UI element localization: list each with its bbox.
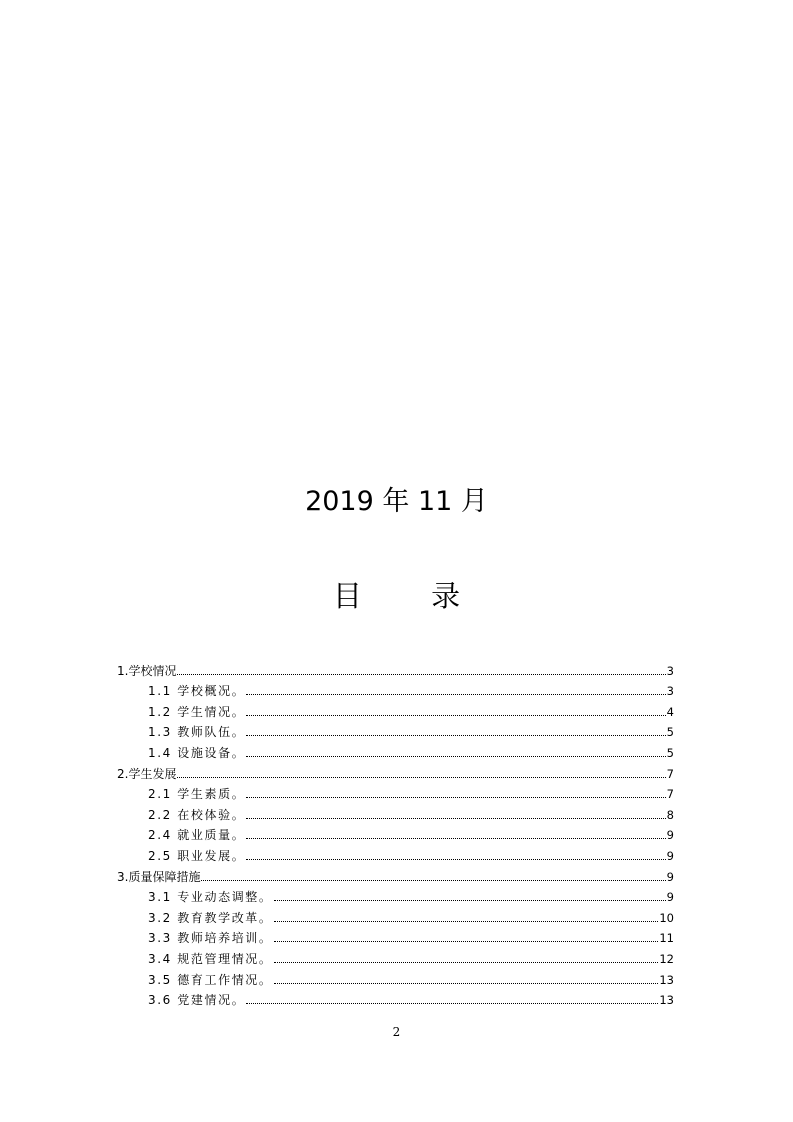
toc-entry[interactable] (117, 988, 674, 1009)
toc-entry[interactable] (117, 967, 674, 988)
toc-dot-leader (201, 879, 665, 881)
toc-dot-leader (246, 817, 665, 819)
toc-entry-page: 10 (659, 910, 674, 925)
toc-entry[interactable] (117, 843, 674, 864)
toc-entry[interactable] (117, 658, 674, 679)
toc-entry[interactable] (117, 699, 674, 720)
toc-entry-label: 3.1 专业动态调整。 (148, 890, 273, 905)
toc-dot-leader (246, 714, 665, 716)
toc-entry-label: 3.质量保障措施 (117, 869, 201, 884)
toc-entry[interactable] (117, 679, 674, 700)
toc-dot-leader (246, 755, 665, 757)
toc-entry-page: 5 (666, 725, 674, 740)
toc-dot-leader (246, 858, 665, 860)
toc-entry-label: 1.2 学生情况。 (148, 704, 246, 719)
toc-entry-label: 1.1 学校概况。 (148, 684, 246, 699)
toc-entry-page: 3 (666, 684, 674, 699)
toc-entry[interactable] (117, 761, 674, 782)
toc-entry-label: 3.5 德育工作情况。 (148, 972, 273, 987)
toc-dot-leader (246, 734, 665, 736)
toc-heading: 目 录 (332, 579, 491, 613)
toc-entry-page: 9 (666, 869, 674, 884)
toc-entry[interactable] (117, 782, 674, 803)
toc-entry-label: 3.6 党建情况。 (148, 993, 246, 1008)
toc-entry-label: 3.4 规范管理情况。 (148, 951, 273, 966)
toc-dot-leader (177, 776, 665, 778)
toc-dot-leader (274, 899, 666, 901)
toc-dot-leader (246, 796, 665, 798)
toc-entry-page: 12 (659, 951, 674, 966)
toc-dot-leader (274, 982, 659, 984)
toc-entry-page: 9 (666, 848, 674, 863)
toc-entry-page: 9 (666, 828, 674, 843)
toc-entry[interactable] (117, 864, 674, 885)
toc-entry-page: 13 (659, 972, 674, 987)
toc-entry[interactable] (117, 740, 674, 761)
document-date: 2019 年 11 月 (305, 486, 488, 517)
toc-entry[interactable] (117, 802, 674, 823)
toc-entry-label: 3.2 教育教学改革。 (148, 910, 273, 925)
table-of-contents (117, 658, 674, 1008)
toc-entry-label: 1.4 设施设备。 (148, 745, 246, 760)
toc-entry-label: 1.学校情况 (117, 663, 177, 678)
toc-entry[interactable] (117, 823, 674, 844)
toc-entry-page: 4 (666, 704, 674, 719)
toc-entry-label: 2.学生发展 (117, 766, 177, 781)
toc-entry[interactable] (117, 885, 674, 906)
toc-entry-label: 2.1 学生素质。 (148, 787, 246, 802)
toc-entry-page: 8 (666, 807, 674, 822)
toc-dot-leader (274, 940, 659, 942)
toc-entry-page: 7 (666, 787, 674, 802)
toc-entry-page: 11 (659, 931, 674, 946)
toc-dot-leader (274, 961, 659, 963)
toc-dot-leader (177, 673, 665, 675)
toc-entry[interactable] (117, 946, 674, 967)
toc-dot-leader (246, 837, 665, 839)
toc-dot-leader (274, 920, 659, 922)
toc-entry-label: 3.3 教师培养培训。 (148, 931, 273, 946)
toc-entry[interactable] (117, 926, 674, 947)
toc-entry-label: 1.3 教师队伍。 (148, 725, 246, 740)
toc-entry[interactable] (117, 720, 674, 741)
toc-entry-page: 13 (659, 993, 674, 1008)
toc-entry-page: 7 (666, 766, 674, 781)
toc-entry-page: 3 (666, 663, 674, 678)
toc-entry[interactable] (117, 905, 674, 926)
toc-entry-label: 2.5 职业发展。 (148, 848, 246, 863)
toc-entry-label: 2.4 就业质量。 (148, 828, 246, 843)
toc-entry-page: 9 (666, 890, 674, 905)
toc-entry-label: 2.2 在校体验。 (148, 807, 246, 822)
page-number: 2 (392, 1025, 401, 1039)
toc-entry-page: 5 (666, 745, 674, 760)
toc-dot-leader (246, 1002, 658, 1004)
toc-dot-leader (246, 693, 665, 695)
